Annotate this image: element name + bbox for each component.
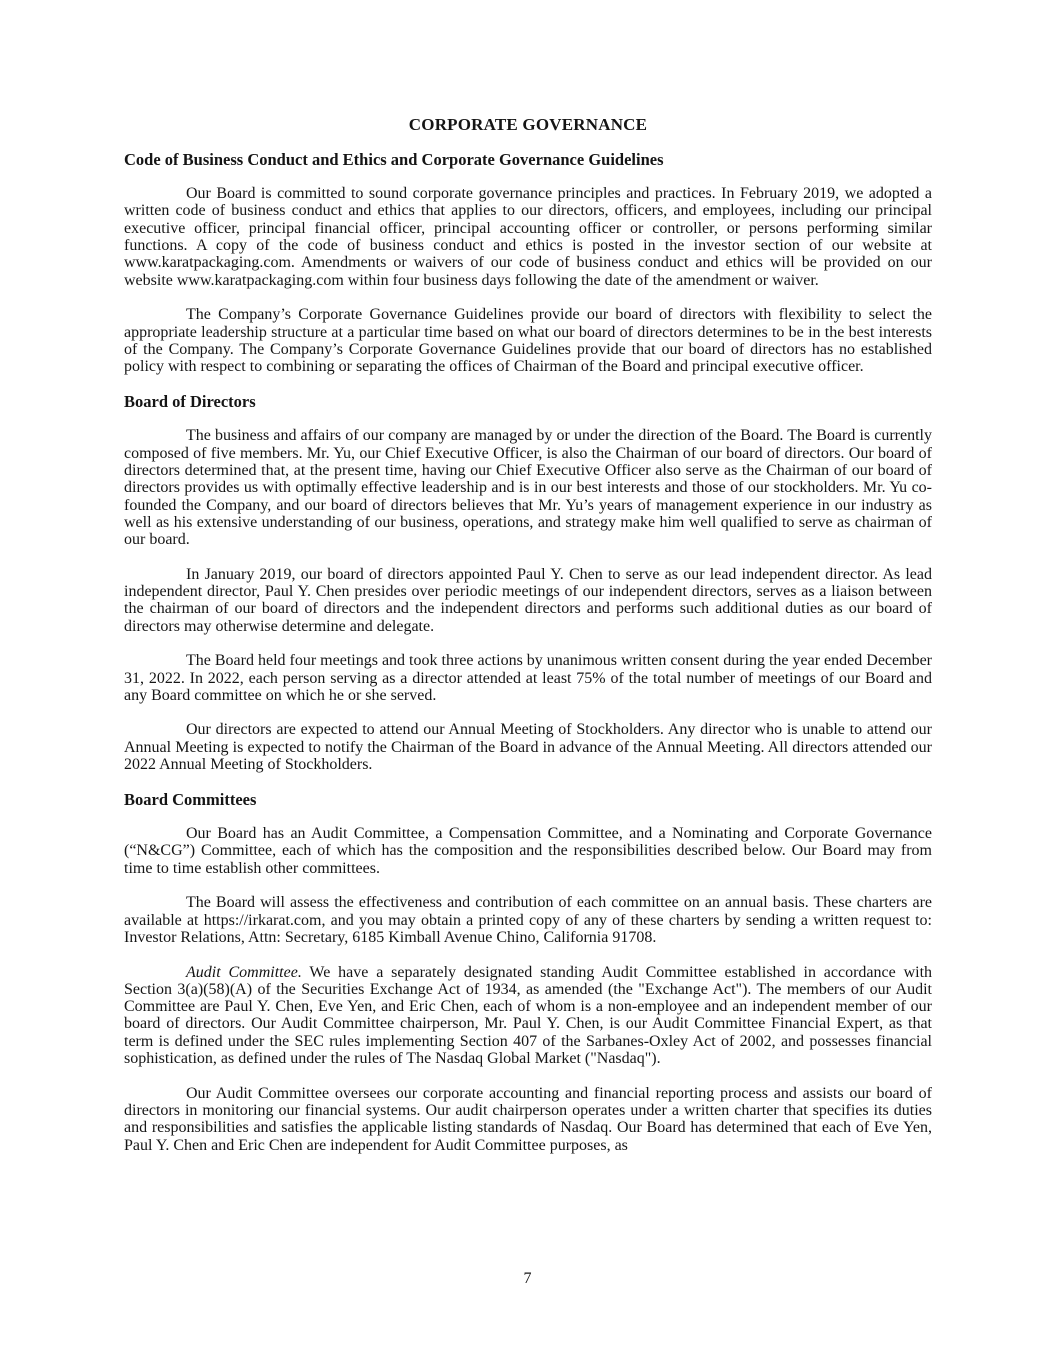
audit-committee-body-text: We have a separately designated standing Audit Committee established in accordance with Section 3(a)(58)(A) of the Securities Exchange Act of 1934, as amended (the "Exchange Act"). The members of our Audit Committee are Paul Y. Chen, Eve Yen, and Eric Chen, each of whom is a non-employee and an independent member of our board of directors. Our Audit Committee chairperson, Mr. Paul Y. Chen, is our Audit Committee Financial Expert, as that term is defined under the SEC rules implementing Section 407 of the Sarbanes-Oxley Act of 2002, and possesses financial sophistication, as defined under the rules of The Nasdaq Global Market ("Nasdaq"). [124,963,933,1068]
audit-committee-italic-lead: Audit Committee. [186,963,302,981]
paragraph-board-composition: The business and affairs of our company are managed by or under the direction of the Board. The Board is currently composed of five members. Mr. Yu, our Chief Executive Officer, is also the Chairman of our board of directors. Our board of directors determined that, at the present time, having our Chief Executive Officer also serve as the Chairman of our board of directors provides us with optimally effective leadership and is in our best interests and those of our stockholders. Mr. Yu co-founded the Company, and our board of directors believes that Mr. Yu’s years of management experience in our industry as well as his extensive understanding of our business, operations, and strategy make him well qualified to serve as chairman of our board. [124,427,932,549]
document-title: CORPORATE GOVERNANCE [408,115,648,134]
section-heading-code-of-business-conduct: Code of Business Conduct and Ethics and Corporate Governance Guidelines [124,149,664,169]
paragraph-board-meetings: The Board held four meetings and took three actions by unanimous written consent during the year ended December 31, 2022. In 2022, each person serving as a director attended at least 75% of the total number of meetings of our Board and any Board committee on which he or she served. [124,652,932,704]
paragraph-lead-independent-director: In January 2019, our board of directors appointed Paul Y. Chen to serve as our lead independent director. As lead independent director, Paul Y. Chen presides over periodic meetings of our independent directors, serves as a liaison between the chairman of our board of directors and the independent directors and performs such additional duties as our board of directors may otherwise determine and delegate. [124,565,932,635]
section-heading-board-committees: Board Committees [124,789,257,809]
paragraph-governance-guidelines: The Company’s Corporate Governance Guidelines provide our board of directors with flexibility to select the appropriate leadership structure at a particular time based on what our board of directors determines to be in the best interests of the Company. The Company’s Corporate Governance Guidelines provide that our board of directors has no established policy with respect to combining or separating the offices of Chairman of the Board and principal executive officer. [124,306,932,376]
section-heading-board-of-directors: Board of Directors [124,391,256,411]
paragraph-code-of-conduct-adoption: Our Board is committed to sound corporate governance principles and practices. In February 2019, we adopted a written code of business conduct and ethics that applies to our directors, officers, and employees, including our principal executive officer, principal financial officer, principal accounting officer or controller, or persons performing similar functions. A copy of the code of business conduct and ethics is posted in the investor section of our website at www.karatpackaging.com. Amendments or waivers of our code of business conduct and ethics will be provided on our website www.karatpackaging.com within four business days following the date of the amendment or waiver. [124,185,932,289]
paragraph-annual-meeting-attendance: Our directors are expected to attend our Annual Meeting of Stockholders. Any director who is unable to attend our Annual Meeting is expected to notify the Chairman of the Board in advance of the Annual Meeting. All directors attended our 2022 Annual Meeting of Stockholders. [124,721,932,773]
paragraph-audit-committee [124,964,932,1068]
paragraph-audit-committee-oversight: Our Audit Committee oversees our corporate accounting and financial reporting process and assists our board of directors in monitoring our financial systems. Our audit chairperson operates under a written charter that specifies its duties and responsibilities and satisfies the applicable listing standards of Nasdaq. Our Board has determined that each of Eve Yen, Paul Y. Chen and Eric Chen are independent for Audit Committee purposes, as [124,1084,932,1154]
document-content [124,116,932,1171]
paragraph-committees-overview: Our Board has an Audit Committee, a Compensation Committee, and a Nominating and Corporate Governance (“N&CG”) Committee, each of which has the composition and the responsibilities described below. Our Board may from time to time establish other committees. [124,825,932,877]
page-number: 7 [523,1270,532,1287]
paragraph-committee-charters: The Board will assess the effectiveness and contribution of each committee on an annual basis. These charters are available at https://irkarat.com, and you may obtain a printed copy of any of these charters by sending a written request to: Investor Relations, Attn: Secretary, 6185 Kimball Avenue Chino, California 91708. [124,894,932,946]
